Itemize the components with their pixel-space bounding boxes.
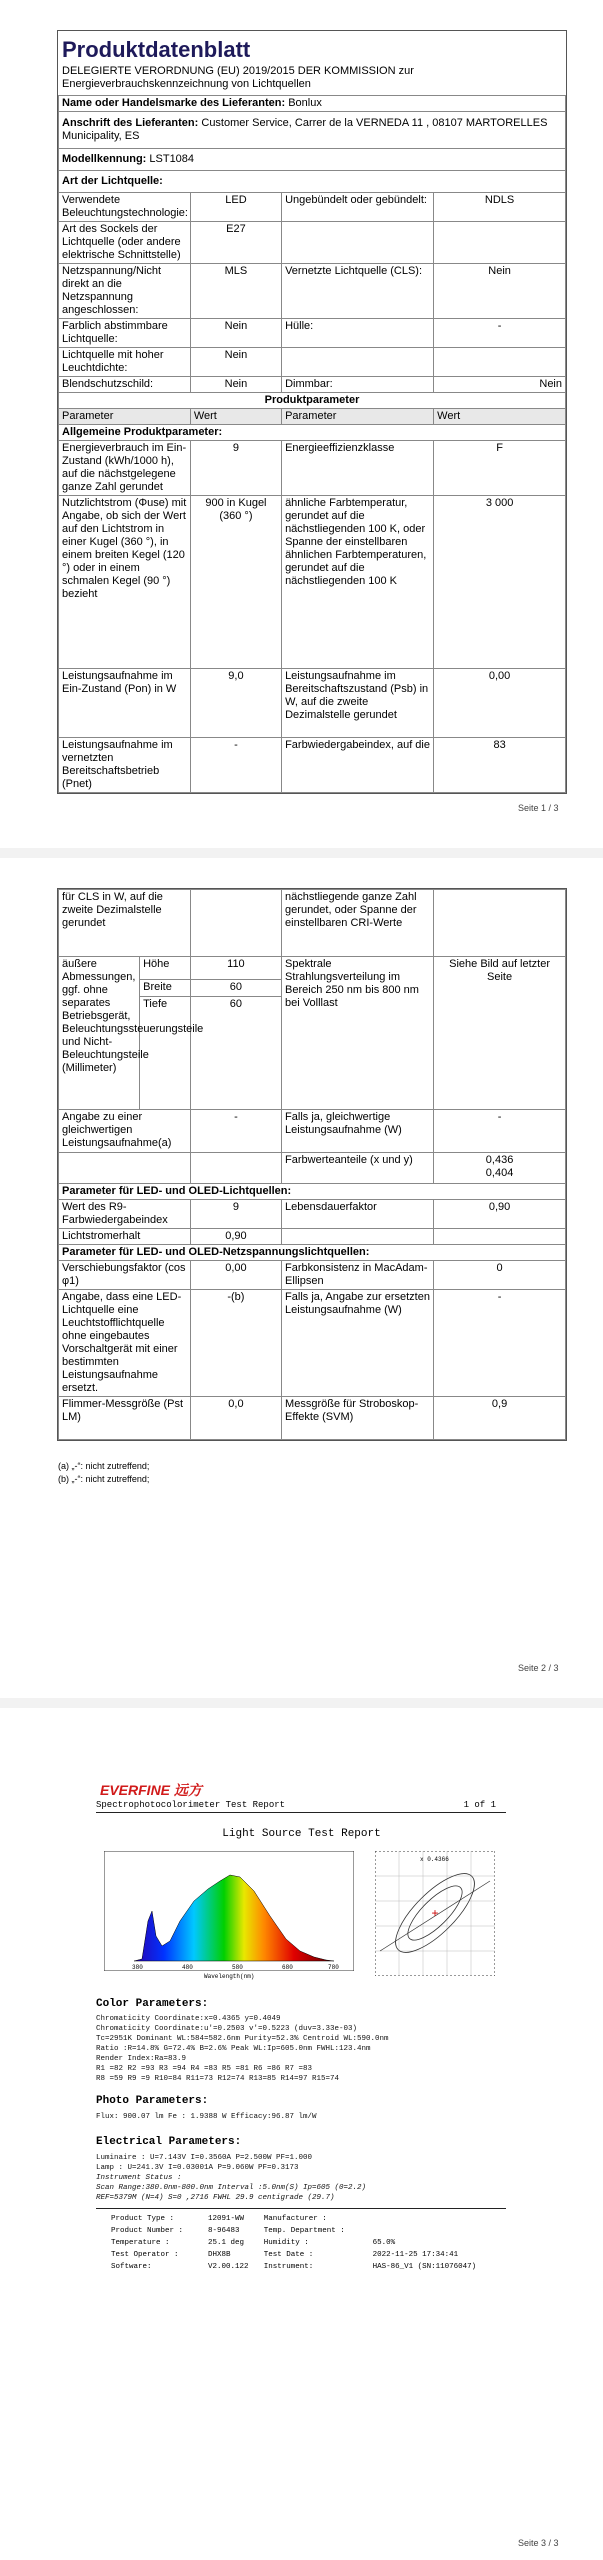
footnote-a: (a) „-“: nicht zutreffend; xyxy=(58,1461,150,1471)
report-line: Lamp : U=241.3V I=0.03001A P=9.060W PF=0.3173 xyxy=(96,2164,299,2172)
spectral-label: Spektrale Strahlungsverteilung im Bereich 250 nm bis 800 nm bei Volllast xyxy=(282,957,434,1110)
general-params-title: Allgemeine Produktparameter: xyxy=(59,425,566,441)
spec-row: Art des Sockels der Lichtquelle (oder andere elektrische Schnittstelle) E27 xyxy=(59,222,566,264)
spec-row: Netzspannung/Nicht direkt an die Netzspannung angeschlossen: MLS Vernetzte Lichtquelle (CLS): Nein xyxy=(59,264,566,319)
page-1 xyxy=(0,0,603,850)
param-row: Wert des R9-Farbwiedergabeindex 9 Lebensdauerfaktor 0,90 xyxy=(59,1200,566,1229)
report-line: Instrument Status : xyxy=(96,2174,182,2182)
spectrum-tick: 780 xyxy=(328,1964,339,1971)
page-3 xyxy=(0,1708,603,2560)
spectrum-tick: 480 xyxy=(182,1964,193,1971)
report-line: R1 =82 R2 =93 R3 =94 R4 =83 R5 =81 R6 =86 R7 =83 xyxy=(96,2065,313,2073)
mains-params-title: Parameter für LED- und OLED-Netzspannungslichtquellen: xyxy=(59,1245,566,1261)
spectrum-tick: 380 xyxy=(132,1964,143,1971)
report-line: REF=5379M (N=4) S=0 ,2716 FWHL 29.9 centigrade (29.7) xyxy=(96,2194,335,2202)
param-row: Lichtstromerhalt 0,90 xyxy=(59,1229,566,1245)
report-line: Ratio :R=14.8% G=72.4% B=2.6% Peak WL:Ip=605.0nm FWHL:123.4nm xyxy=(96,2045,371,2053)
color-params-block xyxy=(96,2014,516,2084)
spectrum-chart xyxy=(104,1851,354,1971)
meta-row: Test Operator : DHX8B Test Date : 2022-11-25 17:34:41 xyxy=(111,2251,459,2259)
cie-chart xyxy=(375,1851,495,1976)
spec-row: Blendschutzschild: Nein Dimmbar: Nein xyxy=(59,377,566,393)
meta-row: Temperature : 25.1 deg Humidity : 65.0% xyxy=(111,2239,396,2247)
chromaticity-values: 0,436 0,404 xyxy=(434,1153,566,1184)
model-row: Modellkennung: LST1084 xyxy=(59,149,566,171)
color-params-title: Color Parameters: xyxy=(96,1998,209,2010)
report-divider xyxy=(96,2208,506,2209)
spectrum-tick: 680 xyxy=(282,1964,293,1971)
continuation-table xyxy=(58,889,566,1440)
page-2 xyxy=(0,858,603,1698)
datasheet-frame-2 xyxy=(57,888,567,1441)
product-params-title: Produktparameter xyxy=(59,393,566,409)
report-line: Chromaticity Coordinate:u'=0.2503 v'=0.5223 (duv=3.33e-03) xyxy=(96,2025,358,2033)
cie-label: x 0.4366 xyxy=(420,1856,449,1863)
param-row: Energieverbrauch im Ein-Zustand (kWh/1000 h), auf die nächstgelegene ganze Zahl gerundet 9 Energieeffizienzklasse F xyxy=(59,441,566,496)
datasheet-frame-1 xyxy=(57,30,567,794)
everfine-logo: EVERFINE 远方 xyxy=(100,1782,202,1798)
photo-params-line: Flux: 900.07 lm Fe : 1.9388 W Efficacy:96.87 lm/W xyxy=(96,2113,317,2121)
dims-row: äußere Abmessungen, ggf. ohne separates Betriebsgerät, Beleuchtungssteuerungsteile und Nicht-Beleuchtungsteile (Millimeter) Höhe 110 Spektrale Strahlungsverteilung im Bereich 250 nm bis 800 nm bei Volllast Siehe Bild auf letzter Seite xyxy=(59,957,566,980)
param-row: Farbwerteanteile (x und y) 0,436 0,404 xyxy=(59,1153,566,1184)
report-line: Luminaire : U=7.143V I=0.3560A P=2.500W PF=1.000 xyxy=(96,2154,313,2162)
param-row: Nutzlichtstrom (Φuse) mit Angabe, ob sich der Wert auf den Lichtstrom in einer Kugel (360 °), in einem breiten Kegel (120 °) oder in einem schmalen Kegel (90 °) bezieht 900 in Kugel (360 °) ähnliche Farbtemperatur, gerundet auf die nächstliegenden 100 K, oder Spanne der einstellbaren ähnlichen Farbtemperaturen, gerundet auf die nächstliegenden 100 K 3 000 xyxy=(59,496,566,669)
report-meta-table xyxy=(110,2213,510,2273)
chromaticity-point: + xyxy=(431,1906,439,1920)
spectral-value: Siehe Bild auf letzter Seite xyxy=(434,957,566,1110)
spectrum-tick: 580 xyxy=(232,1964,243,1971)
report-line: Chromaticity Coordinate:x=0.4365 y=0.4049 xyxy=(96,2015,281,2023)
report-title: Light Source Test Report xyxy=(222,1828,381,1840)
report-line: Tc=2951K Dominant WL:584=582.6nm Purity=52.3% Centroid WL:590.0nm xyxy=(96,2035,389,2043)
supplier-name-row: Name oder Handelsmarke des Lieferanten: Bonlux xyxy=(59,96,566,112)
footnote-b: (b) „-“: nicht zutreffend; xyxy=(58,1474,150,1484)
supplier-table xyxy=(58,95,566,793)
meta-row: Product Type : 12091-WW Manufacturer : xyxy=(111,2215,327,2223)
page-separator xyxy=(0,1698,603,1708)
page-footer: Seite 3 / 3 xyxy=(518,2538,559,2548)
supplier-address-row: Anschrift des Lieferanten: Customer Service, Carrer de la VERNEDA 11 , 08107 MARTORELLES Municipality, ES xyxy=(59,112,566,149)
led-params-title: Parameter für LED- und OLED-Lichtquellen: xyxy=(59,1184,566,1200)
light-source-type-row: Art der Lichtquelle: xyxy=(59,171,566,193)
spec-row: Verwendete Beleuchtungstechnologie: LED Ungebündelt oder gebündelt: NDLS xyxy=(59,193,566,222)
electrical-params-title: Electrical Parameters: xyxy=(96,2136,242,2148)
spec-row: Lichtquelle mit hoher Leuchtdichte: Nein xyxy=(59,348,566,377)
dims-row: Breite 60 xyxy=(59,980,566,997)
param-row: Verschiebungsfaktor (cos φ1) 0,00 Farbkonsistenz in MacAdam-Ellipsen 0 xyxy=(59,1261,566,1290)
page-footer: Seite 1 / 3 xyxy=(518,803,559,813)
page-footer: Seite 2 / 3 xyxy=(518,1663,559,1673)
regulation-subtitle: DELEGIERTE VERORDNUNG (EU) 2019/2015 DER KOMMISSION zur Energieverbrauchskennzeichnung von Lichtquellen xyxy=(62,65,414,90)
param-row: für CLS in W, auf die zweite Dezimalstelle gerundet nächstliegende ganze Zahl gerundet, oder Spanne der einstellbaren CRI-Werte xyxy=(59,890,566,957)
meta-row: Software: V2.00.122 Instrument: HAS-86_V1 (SN:11076047) xyxy=(111,2263,477,2271)
spec-row: Farblich abstimmbare Lichtquelle: Nein Hülle: - xyxy=(59,319,566,348)
meta-row: Product Number : 8-96483 Temp. Department : xyxy=(111,2227,345,2235)
param-row: Angabe zu einer gleichwertigen Leistungsaufnahme(a) - Falls ja, gleichwertige Leistungsaufnahme (W) - xyxy=(59,1110,566,1153)
dims-label: äußere Abmessungen, ggf. ohne separates Betriebsgerät, Beleuchtungssteuerungsteile und Nicht-Beleuchtungsteile (Millimeter) xyxy=(59,957,140,1110)
spectrum-xlabel: Wavelength(nm) xyxy=(204,1973,255,1980)
param-row: Leistungsaufnahme im vernetzten Bereitschaftsbetrieb (Pnet) - Farbwiedergabeindex, auf die 83 xyxy=(59,738,566,793)
report-line: Scan Range:380.0nm-800.0nm Interval :5.0nm(S) Ip=605 (0=2.2) xyxy=(96,2184,367,2192)
param-row: Leistungsaufnahme im Ein-Zustand (Pon) in W 9,0 Leistungsaufnahme im Bereitschaftszustand (Psb) in W, auf die zweite Dezimalstelle gerundet 0,00 xyxy=(59,669,566,738)
param-row: Flimmer-Messgröße (Pst LM) 0,0 Messgröße für Stroboskop-Effekte (SVM) 0,9 xyxy=(59,1397,566,1440)
page-separator xyxy=(0,848,603,858)
report-header: Spectrophotocolorimeter Test Report 1 of 1 xyxy=(96,1800,506,1813)
param-header-row: Parameter Wert Parameter Wert xyxy=(59,409,566,425)
page-title: Produktdatenblatt xyxy=(62,37,251,62)
photo-params-title: Photo Parameters: xyxy=(96,2095,209,2107)
report-line: R8 =59 R9 =9 R10=84 R11=73 R12=74 R13=85 R14=97 R15=74 xyxy=(96,2075,340,2083)
electrical-params-block xyxy=(96,2153,516,2203)
param-row: Angabe, dass eine LED-Lichtquelle eine Leuchtstofflichtquelle ohne eingebautes Vorschaltgerät mit einer bestimmten Leistungsaufnahme ersetzt. -(b) Falls ja, Angabe zur ersetzten Leistungsaufnahme (W) - xyxy=(59,1290,566,1397)
report-line: Render Index:Ra=83.9 xyxy=(96,2055,187,2063)
dims-row: Tiefe 60 xyxy=(59,997,566,1110)
